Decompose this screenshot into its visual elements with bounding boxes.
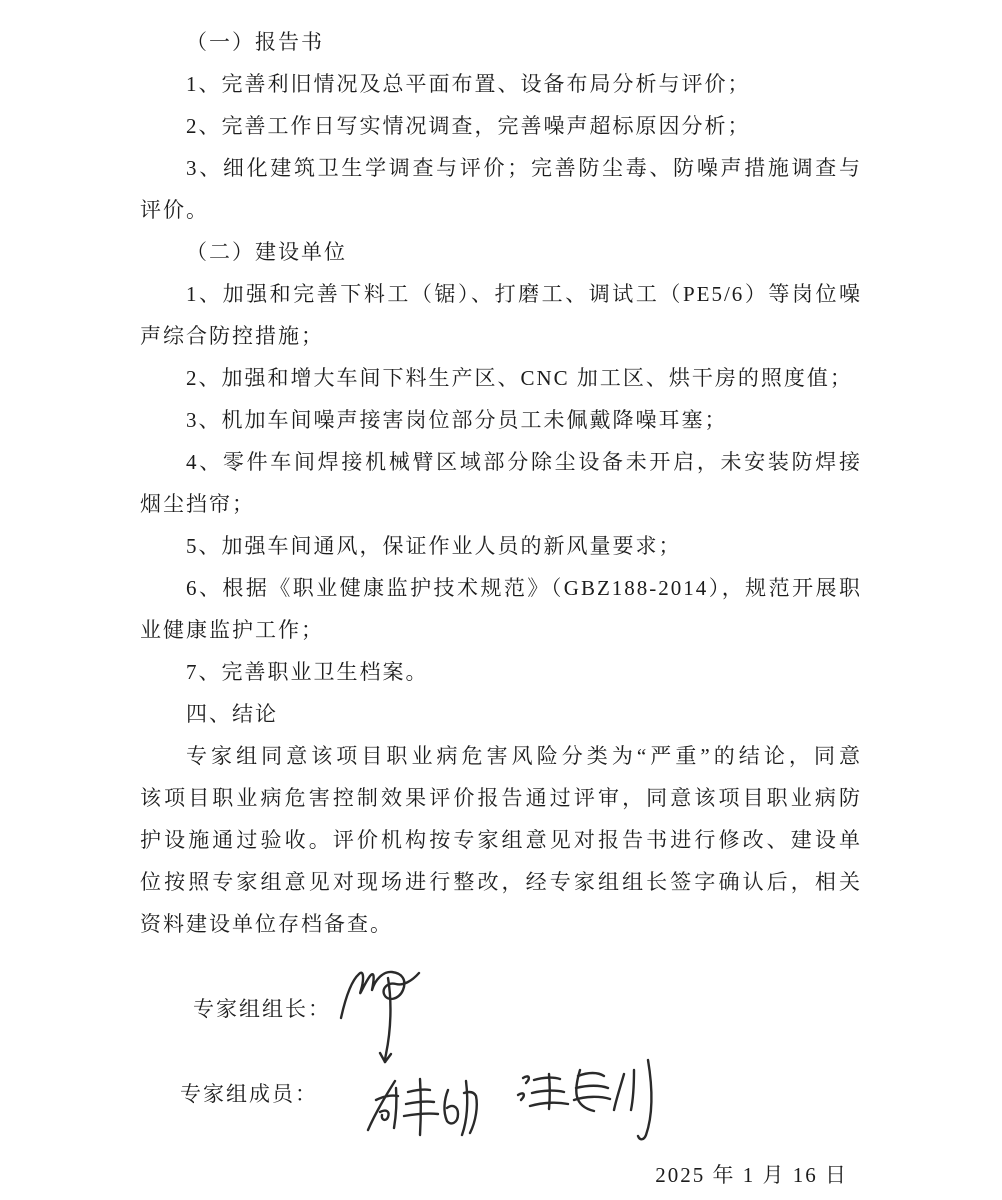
document-line: 烟尘挡帘；	[140, 492, 255, 516]
document-line: 专家组同意该项目职业病危害风险分类为“严重”的结论，同意	[186, 744, 862, 768]
document-line: 1、加强和完善下料工（锯）、打磨工、调试工（PE5/6）等岗位噪	[186, 282, 862, 306]
leader-signoff-row	[140, 988, 862, 1030]
document-line: 4、零件车间焊接机械臂区域部分除尘设备未开启，未安装防焊接	[186, 450, 862, 474]
document-line: 1、完善利旧情况及总平面布置、设备布局分析与评价；	[186, 72, 751, 96]
document-body	[140, 21, 862, 945]
document-line: （二）建设单位	[186, 240, 347, 264]
document-lines	[140, 21, 862, 945]
member-handwritten-signature-2	[512, 1048, 664, 1148]
document-line: 2、加强和增大车间下料生产区、CNC 加工区、烘干房的照度值；	[186, 366, 853, 390]
document-line: （一）报告书	[186, 30, 324, 54]
document-line: 位按照专家组意见对现场进行整改，经专家组组长签字确认后，相关	[140, 870, 862, 894]
members-label: 专家组成员：	[180, 1082, 318, 1106]
document-line: 评价。	[140, 198, 209, 222]
document-line: 护设施通过验收。评价机构按专家组意见对报告书进行修改、建设单	[140, 828, 862, 852]
document-line: 6、根据《职业健康监护技术规范》（GBZ188-2014），规范开展职	[186, 576, 862, 600]
date-label: 2025 年 1 月 16 日	[655, 1163, 848, 1187]
leader-label: 专家组组长：	[193, 997, 331, 1021]
member-handwritten-signature-1	[352, 1066, 484, 1144]
leader-handwritten-signature	[336, 964, 428, 1070]
document-line: 该项目职业病危害控制效果评价报告通过评审，同意该项目职业病防	[140, 786, 862, 810]
document-line: 3、细化建筑卫生学调查与评价；完善防尘毒、防噪声措施调查与	[186, 156, 862, 180]
document-line: 四、结论	[186, 702, 278, 726]
members-signoff-row	[140, 1073, 862, 1115]
document-line: 资料建设单位存档备查。	[140, 912, 393, 936]
document-line: 声综合防控措施；	[140, 324, 324, 348]
document-line: 5、加强车间通风，保证作业人员的新风量要求；	[186, 534, 682, 558]
document-line: 7、完善职业卫生档案。	[186, 660, 429, 684]
document-line: 2、完善工作日写实情况调查，完善噪声超标原因分析；	[186, 114, 751, 138]
document-line: 业健康监护工作；	[140, 618, 324, 642]
document-line: 3、机加车间噪声接害岗位部分员工未佩戴降噪耳塞；	[186, 408, 728, 432]
